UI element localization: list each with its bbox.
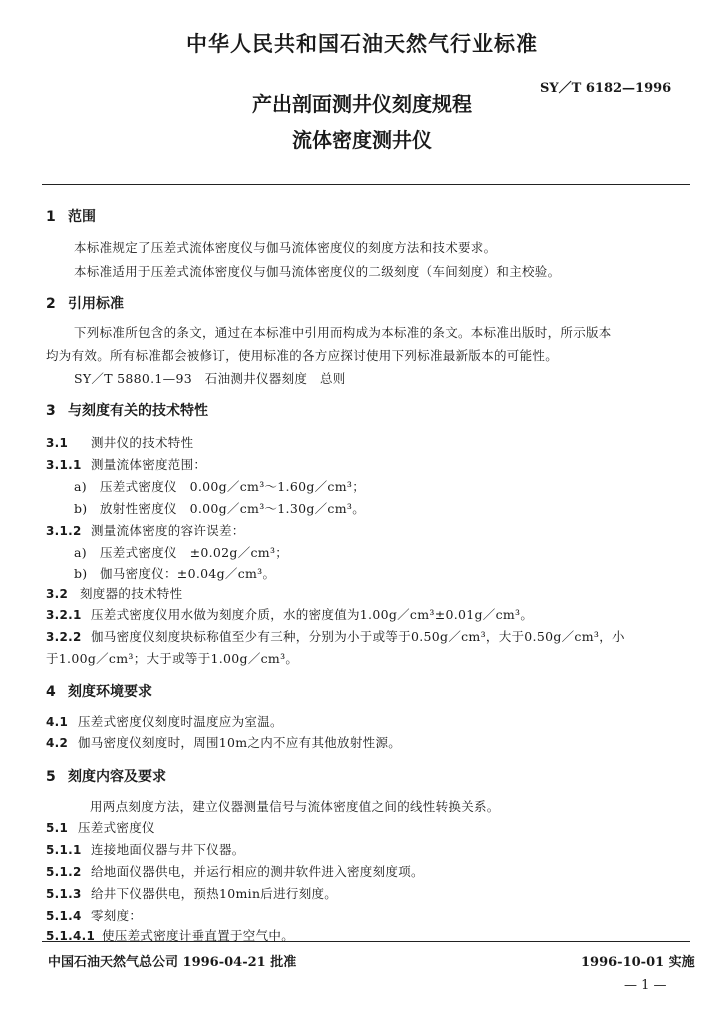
clause-text: 压差式密度仪用水做为刻度介质，水的密度值为1.00g／cm³±0.01g／cm³。 [91,607,534,622]
section-title: 范围 [68,209,96,225]
section-2-heading [46,293,124,313]
clause-text: 使压差式密度计垂直置于空气中。 [102,928,295,943]
clause-number: 3.2.2 [46,630,82,644]
list-text: 放射性密度仪 0.00g／cm³～1.30g／cm³。 [100,501,365,516]
header-divider [42,184,690,185]
clause-3-1 [46,433,193,451]
document-title-line1: 产出剖面测井仪刻度规程 [252,92,472,116]
section-title: 与刻度有关的技术特性 [68,403,208,419]
clause-3-2-2 [46,627,625,645]
clause-number: 3.1.2 [46,524,82,538]
list-text: 伽马密度仪：±0.04g／cm³。 [100,566,276,581]
list-text: 压差式密度仪 ±0.02g／cm³； [100,545,289,560]
clause-number: 3.2.1 [46,608,82,622]
section-1-heading [46,206,96,226]
clause-5-1-2 [46,862,424,880]
clause-3-2-2-continuation: 于1.00g／cm³；大于或等于1.00g／cm³。 [46,651,299,666]
list-item-3-1-2-a [74,543,288,561]
section-title: 引用标准 [68,296,124,312]
clause-4-1 [46,712,283,730]
footer-divider [42,941,690,942]
clause-3-1-1 [46,455,206,473]
clause-text: 刻度器的技术特性 [80,586,183,601]
section-title: 刻度环境要求 [68,684,152,700]
clause-4-2 [46,733,401,751]
clause-text: 测量流体密度范围： [91,457,207,472]
clause-text: 连接地面仪器与井下仪器。 [91,842,245,857]
list-marker: b) [74,566,88,581]
clause-3-2-1 [46,605,533,623]
clause-5-1 [46,818,155,836]
section-2-paragraph-line1: 下列标准所包含的条文，通过在本标准中引用而构成为本标准的条文。本标准出版时，所示版本 [74,325,612,340]
clause-text: 压差式密度仪 [78,820,155,835]
section-title: 刻度内容及要求 [68,769,166,785]
clause-3-2 [46,584,182,602]
clause-number: 5.1 [46,821,69,835]
clause-number: 3.1.1 [46,458,82,472]
clause-number: 5.1.4.1 [46,929,96,943]
clause-number: 4.1 [46,715,69,729]
section-1-paragraph-2: 本标准适用于压差式流体密度仪与伽马流体密度仪的二级刻度（车间刻度）和主校验。 [74,264,561,279]
clause-number: 5.1.4 [46,909,82,923]
list-marker: b) [74,501,88,516]
clause-5-1-4 [46,906,142,924]
clause-text: 压差式密度仪刻度时温度应为室温。 [78,714,283,729]
clause-3-1-2 [46,521,245,539]
clause-5-1-1 [46,840,245,858]
clause-number: 3.2 [46,587,69,601]
reference-standard: SY／T 5880.1—93 石油测井仪器刻度 总则 [74,371,346,386]
standard-code: SY／T 6182—1996 [540,81,672,96]
list-item-3-1-1-a [74,477,365,495]
list-marker: a) [74,479,87,494]
clause-number: 3.1 [46,436,69,450]
list-item-3-1-1-b [74,499,365,517]
section-number: 1 [46,209,56,225]
document-title-line2: 流体密度测井仪 [292,128,432,152]
clause-number: 4.2 [46,736,69,750]
org-title: 中华人民共和国石油天然气行业标准 [186,32,538,56]
section-number: 3 [46,403,56,419]
clause-text: 零刻度： [91,908,143,923]
list-marker: a) [74,545,87,560]
section-2-paragraph-line2: 均为有效。所有标准都会被修订，使用标准的各方应探讨使用下列标准最新版本的可能性。 [46,348,559,363]
section-number: 4 [46,684,56,700]
approval-line: 中国石油天然气总公司 1996-04-21 批准 [48,955,297,970]
section-1-paragraph-1: 本标准规定了压差式流体密度仪与伽马流体密度仪的刻度方法和技术要求。 [74,240,497,255]
page-number: — 1 — [624,978,667,993]
clause-text: 测量流体密度的容许误差： [91,523,245,538]
list-item-3-1-2-b [74,564,275,582]
list-text: 压差式密度仪 0.00g／cm³～1.60g／cm³； [100,479,365,494]
section-number: 5 [46,769,56,785]
clause-number: 5.1.1 [46,843,82,857]
section-5-intro: 用两点刻度方法，建立仪器测量信号与流体密度值之间的线性转换关系。 [90,799,500,814]
clause-5-1-3 [46,884,337,902]
clause-number: 5.1.3 [46,887,82,901]
clause-text: 伽马密度仪刻度块标称值至少有三种，分别为小于或等于0.50g／cm³，大于0.50g／cm³，小 [91,629,625,644]
clause-number: 5.1.2 [46,865,82,879]
section-5-heading [46,766,166,786]
section-3-heading [46,400,208,420]
clause-text: 测井仪的技术特性 [91,435,194,450]
implementation-date: 1996-10-01 实施 [581,955,695,970]
clause-text: 给地面仪器供电，并运行相应的测井软件进入密度刻度项。 [91,864,424,879]
clause-text: 伽马密度仪刻度时，周围10m之内不应有其他放射性源。 [78,735,402,750]
section-4-heading [46,681,152,701]
clause-text: 给井下仪器供电，预热10min后进行刻度。 [91,886,338,901]
section-number: 2 [46,296,56,312]
